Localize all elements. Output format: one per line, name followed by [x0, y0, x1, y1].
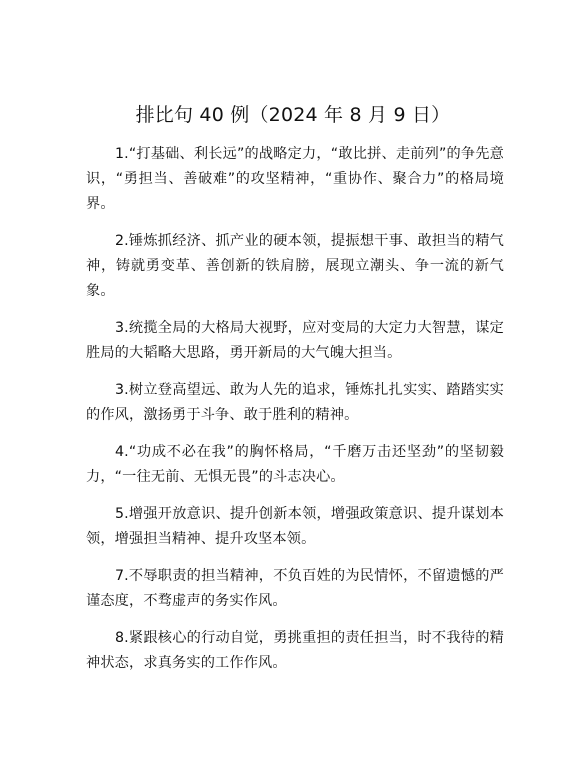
- paragraph-6: 5.增强开放意识、提升创新本领，增强政策意识、提升谋划本领，增强担当精神、提升攻坚本领。: [86, 506, 504, 547]
- paragraph-2: 2.锤炼抓经济、抓产业的硬本领，提振想干事、敢担当的精气神，铸就勇变革、善创新的铁肩膀，展现立潮头、争一流的新气象。: [86, 233, 504, 299]
- page-title: 排比句 40 例（2024 年 8 月 9 日）: [135, 104, 451, 126]
- paragraph-4: 3.树立登高望远、敢为人先的追求，锤炼扎扎实实、踏踏实实的作风，激扬勇于斗争、敢于胜利的精神。: [86, 382, 504, 423]
- paragraph-8: 8.紧跟核心的行动自觉，勇挑重担的责任担当，时不我待的精神状态，求真务实的工作作风。: [86, 630, 504, 671]
- paragraph-7: 7.不辱职责的担当精神，不负百姓的为民情怀，不留遗憾的严谨态度，不骛虚声的务实作风。: [86, 568, 504, 609]
- paragraph-5: 4.“功成不必在我”的胸怀格局，“千磨万击还坚劲”的坚韧毅力，“一往无前、无惧无畏”的斗志决心。: [86, 444, 504, 485]
- paragraph-3: 3.统揽全局的大格局大视野，应对变局的大定力大智慧，谋定胜局的大韬略大思路，勇开新局的大气魄大担当。: [86, 320, 504, 361]
- paragraph-1: 1.“打基础、利长远”的战略定力，“敢比拼、走前列”的争先意识，“勇担当、善破难”的攻坚精神，“重协作、聚合力”的格局境界。: [86, 146, 504, 212]
- document-body: [86, 142, 504, 688]
